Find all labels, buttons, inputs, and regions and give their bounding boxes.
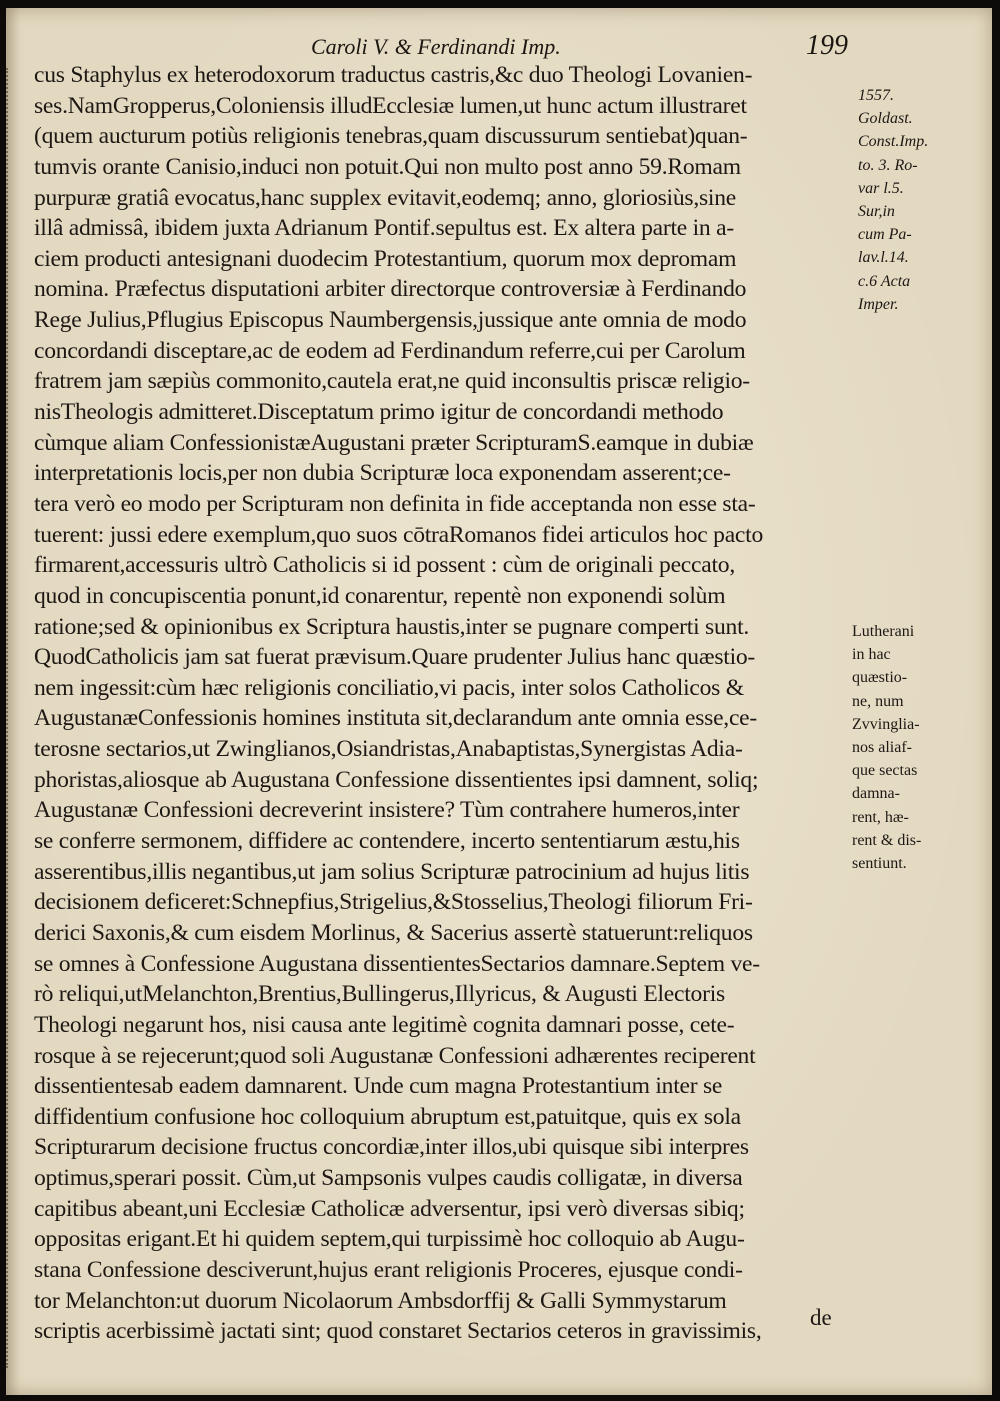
text-line: decisionem deficeret:Schnepfius,Strigelius,&Stosselius,Theologi filiorum Fri- — [34, 889, 753, 916]
text-line: se omnes à Confessione Augustana dissentientesSectarios damnare.Septem ve- — [34, 950, 760, 977]
margin-note-line: rent & dis- — [852, 831, 922, 849]
margin-note-citation — [858, 84, 928, 316]
page-header — [6, 30, 1000, 60]
text-line: ses.NamGropperus,Coloniensis illudEcclesiæ lumen,ut hunc actum illustraret — [34, 92, 747, 119]
text-line: (quem aucturum potiùs religionis tenebras,quam discussurum sentiebat)quan- — [34, 123, 748, 150]
text-line: se conferre sermonem, diffidere ac contendere, incerto sententiarum æstu,his — [34, 828, 740, 855]
margin-note-line: rent, hæ- — [852, 808, 909, 826]
book-page — [6, 8, 992, 1395]
text-line: illâ admissâ, ibidem juxta Adrianum Pontif.sepultus est. Ex altera parte in a- — [34, 215, 734, 242]
text-line: nomina. Præfectus disputationi arbiter directorque controversiæ à Ferdinando — [34, 276, 747, 303]
text-line: oppositas erigant.Et hi quidem septem,qui turpissimè hoc colloquio ab Augu- — [34, 1226, 745, 1253]
text-line: Augustanæ Confessioni decreverint insistere? Tùm contrahere humeros,inter — [34, 797, 740, 824]
text-line: tumvis orante Canisio,induci non potuit.Qui non multo post anno 59.Romam — [34, 153, 741, 180]
text-line: Rege Julius,Pflugius Episcopus Naumbergensis,jussique ante omnia de modo — [34, 307, 747, 334]
page-number: 199 — [806, 30, 848, 61]
margin-note-line: to. 3. Ro- — [858, 156, 918, 174]
margin-note-summary — [852, 620, 921, 875]
text-line: fratrem jam sæpiùs commonito,cautela erat,ne quid inconsultis priscæ religio- — [34, 368, 750, 395]
text-line: cùmque aliam ConfessionistæAugustani præter ScripturamS.eamque in dubiæ — [34, 429, 754, 456]
margin-note-line: lav.l.14. — [858, 249, 909, 267]
text-line: Theologi negarunt hos, nisi causa ante legitimè cognita damnari posse, cete- — [34, 1011, 735, 1038]
margin-note-line: sentiunt. — [852, 855, 907, 873]
text-line: diffidentium confusione hoc colloquium abruptum est,patuitque, quis ex sola — [34, 1103, 741, 1130]
text-line: phoristas,aliosque ab Augustana Confessione dissentientes ipsi damnent, soliq; — [34, 766, 759, 793]
binding-edge — [6, 68, 18, 1368]
margin-note-line: c.6 Acta — [858, 272, 911, 290]
text-line: optimus,sperari possit. Cùm,ut Sampsonis vulpes caudis colligatæ, in diversa — [34, 1165, 743, 1192]
text-line: ratione;sed & opinionibus ex Scriptura haustis,inter se pugnare comperti sunt. — [34, 613, 750, 640]
margin-note-line: cum Pa- — [858, 226, 912, 244]
text-line: cus Staphylus ex heterodoxorum traductus castris,&c duo Theologi Lovanien- — [34, 62, 753, 88]
text-line: purpuræ gratiâ evocatus,hanc supplex evitavit,eodemq; anno, gloriosiùs,sine — [34, 184, 736, 211]
margin-note-line: Zvvinglia- — [852, 715, 920, 733]
text-line: scriptis acerbissimè jactati sint; quod constaret Sectarios ceteros in gravissimis, — [34, 1318, 762, 1345]
text-line: stana Confessione desciverunt,hujus erant religionis Proceres, ejusque condi- — [34, 1256, 743, 1283]
text-line: terosne sectarios,ut Zwinglianos,Osiandristas,Anabaptistas,Synergistas Adia- — [34, 736, 743, 763]
text-line: tera verò eo modo per Scripturam non definita in fide acceptanda non esse sta- — [34, 490, 756, 517]
margin-note-line: damna- — [852, 785, 900, 803]
text-line: tor Melanchton:ut duorum Nicolaorum Ambsdorffij & Galli Symmystarum — [34, 1287, 727, 1314]
text-line: rosque à se rejecerunt;quod soli Augustanæ Confessioni adhærentes reciperent — [34, 1042, 756, 1069]
catchword: de — [810, 1305, 832, 1330]
margin-note-line: nos aliaf- — [852, 739, 912, 757]
running-head: Caroli V. & Ferdinandi Imp. — [311, 34, 561, 59]
text-line: rò reliqui,utMelanchton,Brentius,Bullingerus,Illyricus, & Augusti Electoris — [34, 981, 725, 1008]
text-line: Scripturarum decisione fructus concordiæ,inter illos,ubi quisque sibi interpres — [34, 1134, 749, 1161]
margin-note-line: 1557. — [858, 87, 894, 104]
margin-note-line: Lutherani — [852, 623, 915, 640]
text-line: nem ingessit:cùm hæc religionis conciliatio,vi pacis, inter solos Catholicos & — [34, 674, 744, 701]
text-line: asserentibus,illis negantibus,ut jam solius Scripturæ patrocinium ad hujus litis — [34, 858, 750, 885]
margin-note-line: Goldast. — [858, 110, 913, 128]
text-line: nisTheologis admitteret.Disceptatum primo igitur de concordandi methodo — [34, 399, 724, 426]
text-line: ciem producti antesignani duodecim Protestantium, quorum mox depromam — [34, 245, 737, 272]
text-line: derici Saxonis,& cum eisdem Morlinus, & Sacerius assertè statuerunt:reliquos — [34, 919, 753, 946]
text-line: tuerent: jussi edere exemplum,quo suos cōtraRomanos fidei articulos hoc pacto — [34, 521, 763, 548]
margin-note-line: in hac — [852, 646, 891, 664]
text-line: interpretationis locis,per non dubia Scripturæ loca exponendam asserent;ce- — [34, 460, 731, 487]
margin-note-line: Imper. — [858, 295, 899, 313]
margin-note-line: que sectas — [852, 762, 918, 780]
margin-note-line: Const.Imp. — [858, 133, 929, 151]
text-line: quod in concupiscentia ponunt,id conarentur, repentè non exponendi solùm — [34, 582, 726, 609]
text-line: capitibus abeant,uni Ecclesiæ Catholicæ adversentur, ipsi verò diversas sibiq; — [34, 1195, 745, 1222]
margin-note-line: quæstio- — [852, 669, 908, 687]
margin-note-line: Sur,in — [858, 203, 895, 221]
text-line: firmarent,accessuris ultrò Catholicis si id possent : cùm de originali peccato, — [34, 552, 735, 579]
text-line: QuodCatholicis jam sat fuerat prævisum.Quare prudenter Julius hanc quæstio- — [34, 644, 756, 671]
text-line: dissentientesab eadem damnarent. Unde cum magna Protestantium inter se — [34, 1073, 723, 1100]
text-line: concordandi disceptare,ac de eodem ad Ferdinandum referre,cui per Carolum — [34, 337, 746, 364]
text-line: AugustanæConfessionis homines instituta sit,declarandum ante omnia esse,ce- — [34, 705, 758, 732]
body-text — [34, 60, 846, 1347]
margin-note-line: ne, num — [852, 692, 904, 710]
margin-note-line: var l.5. — [858, 179, 904, 197]
